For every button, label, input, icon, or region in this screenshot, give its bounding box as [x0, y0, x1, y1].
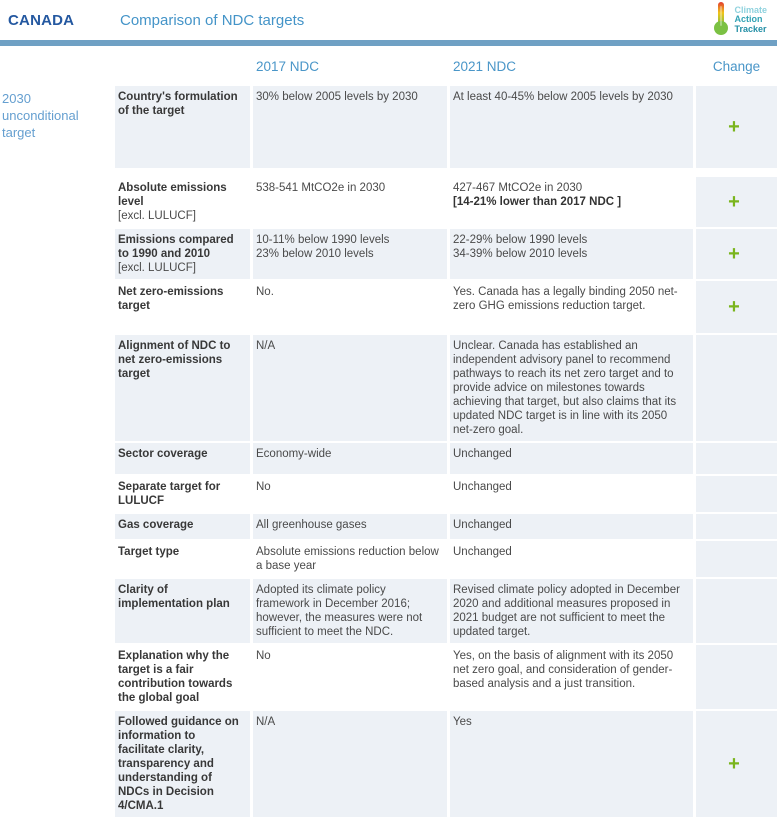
group-label-cell	[0, 645, 115, 709]
group-label-cell	[0, 177, 115, 227]
row-label: Sector coverage	[118, 448, 208, 460]
change-cell	[696, 443, 777, 474]
ndc-2021-cell: Revised climate policy adopted in December 2020 and additional measures proposed in 2021 budget are not sufficient to meet the updated target.	[450, 579, 696, 643]
column-header-change: Change	[712, 59, 761, 74]
ndc-2017-cell: N/A	[253, 335, 450, 441]
table-row	[0, 579, 777, 643]
table-row	[0, 443, 777, 474]
table-row	[0, 645, 777, 709]
group-label-cell	[0, 229, 115, 279]
page-title: Comparison of NDC targets	[120, 11, 305, 29]
ndc-2017-cell: Absolute emissions reduction below a base year	[253, 541, 450, 577]
ndc-2017-cell: No.	[253, 281, 450, 333]
column-header-2017-ndc: 2017 NDC	[256, 59, 320, 74]
ndc-2017-cell: Adopted its climate policy framework in December 2016; however, the measures were not sufficient to meet the NDC.	[253, 579, 450, 643]
row-label: Net zero-emissions target	[118, 286, 224, 312]
row-label: Alignment of NDC to net zero-emissions target	[118, 340, 231, 380]
table-row	[0, 229, 777, 279]
change-plus-icon: +	[728, 296, 740, 318]
change-cell	[696, 335, 777, 441]
table-row	[0, 86, 777, 168]
ndc-2021-cell: 427-467 MtCO2e in 2030 [14-21% lower than 2017 NDC ]	[450, 177, 696, 227]
ndc-2021-cell: Yes	[450, 711, 696, 817]
change-cell	[696, 177, 777, 227]
change-cell	[696, 541, 777, 577]
group-label-cell	[0, 281, 115, 333]
group-label: 2030 unconditional target	[2, 91, 79, 140]
group-label-cell	[0, 514, 115, 539]
group-label-cell	[0, 476, 115, 512]
row-label-cell	[115, 514, 253, 539]
row-sublabel: [excl. LULUCF]	[118, 262, 196, 274]
row-label-cell	[115, 579, 253, 643]
table-row	[0, 177, 777, 227]
row-label-cell	[115, 229, 253, 279]
table-row	[0, 335, 777, 441]
ndc-2017-cell: No	[253, 476, 450, 512]
table-row	[0, 514, 777, 539]
group-label-cell	[0, 86, 115, 168]
ndc-2021-cell: Unchanged	[450, 443, 696, 474]
ndc-2017-cell: N/A	[253, 711, 450, 817]
change-cell	[696, 514, 777, 539]
logo-text	[734, 6, 767, 35]
row-label-cell	[115, 281, 253, 333]
ndc-2021-cell: Yes. Canada has a legally binding 2050 net-zero GHG emissions reduction target.	[450, 281, 696, 333]
ndc-2021-cell: 22-29% below 1990 levels 34-39% below 2010 levels	[450, 229, 696, 279]
change-cell	[696, 645, 777, 709]
row-label-cell	[115, 335, 253, 441]
row-label-cell	[115, 86, 253, 168]
logo-line-action: Action	[734, 14, 763, 25]
row-label: Explanation why the target is a fair contribution towards the global goal	[118, 650, 233, 704]
change-plus-icon: +	[728, 116, 740, 138]
row-label: Target type	[118, 546, 180, 558]
ndc-2021-cell: Unchanged	[450, 541, 696, 577]
logo-line-climate: Climate	[734, 4, 767, 15]
column-header-2021-ndc: 2021 NDC	[453, 59, 517, 74]
change-cell	[696, 281, 777, 333]
table-row	[0, 711, 777, 817]
ndc-2017-cell: 30% below 2005 levels by 2030	[253, 86, 450, 168]
change-cell	[696, 229, 777, 279]
change-plus-icon: +	[728, 191, 740, 213]
table-body	[0, 84, 777, 817]
country-name: CANADA	[8, 11, 75, 29]
change-cell	[696, 86, 777, 168]
thermometer-icon	[711, 0, 731, 41]
ndc-2017-cell: 538-541 MtCO2e in 2030	[253, 177, 450, 227]
ndc-2021-cell: Unclear. Canada has established an independent advisory panel to recommend pathways to reach its net zero target and to provide advice on milestones towards achieving that target, but also claims that its updated NDC target is in line with its 2050 net-zero goal.	[450, 335, 696, 441]
row-label: Emissions compared to 1990 and 2010	[118, 234, 234, 260]
row-label-cell	[115, 711, 253, 817]
table-row	[0, 541, 777, 577]
table-row	[0, 281, 777, 333]
change-plus-icon: +	[728, 753, 740, 775]
group-label-cell	[0, 443, 115, 474]
group-label-cell	[0, 335, 115, 441]
group-label-cell	[0, 541, 115, 577]
row-label-cell	[115, 443, 253, 474]
column-header-row	[0, 46, 777, 84]
ndc-2017-cell: 10-11% below 1990 levels 23% below 2010 levels	[253, 229, 450, 279]
group-label-cell	[0, 711, 115, 817]
row-label-cell	[115, 541, 253, 577]
change-cell	[696, 579, 777, 643]
row-label: Absolute emissions level	[118, 182, 227, 208]
ndc-2021-cell: Unchanged	[450, 514, 696, 539]
row-sublabel: [excl. LULUCF]	[118, 210, 196, 222]
ndc-2021-cell: Unchanged	[450, 476, 696, 512]
row-label: Country's formulation of the target	[118, 91, 238, 117]
page-header	[0, 0, 777, 40]
ndc-2017-cell: All greenhouse gases	[253, 514, 450, 539]
row-label: Gas coverage	[118, 519, 194, 531]
row-label-cell	[115, 645, 253, 709]
climate-action-tracker-logo[interactable]	[711, 0, 773, 41]
row-label: Followed guidance on information to facilitate clarity, transparency and understanding of NDCs in Decision 4/CMA.1	[118, 716, 239, 812]
row-label-cell	[115, 177, 253, 227]
ndc-2021-cell: Yes, on the basis of alignment with its 2050 net zero goal, and consideration of gender-based analysis and a just transition.	[450, 645, 696, 709]
row-label: Clarity of implementation plan	[118, 584, 230, 610]
table-row	[0, 476, 777, 512]
ndc-2021-cell: At least 40-45% below 2005 levels by 2030	[450, 86, 696, 168]
change-plus-icon: +	[728, 243, 740, 265]
change-cell	[696, 711, 777, 817]
row-label: Separate target for LULUCF	[118, 481, 221, 507]
change-cell	[696, 476, 777, 512]
logo-line-tracker: Tracker	[734, 23, 767, 34]
ndc-2017-cell: Economy-wide	[253, 443, 450, 474]
ndc-2017-cell: No	[253, 645, 450, 709]
row-label-cell	[115, 476, 253, 512]
group-label-cell	[0, 579, 115, 643]
